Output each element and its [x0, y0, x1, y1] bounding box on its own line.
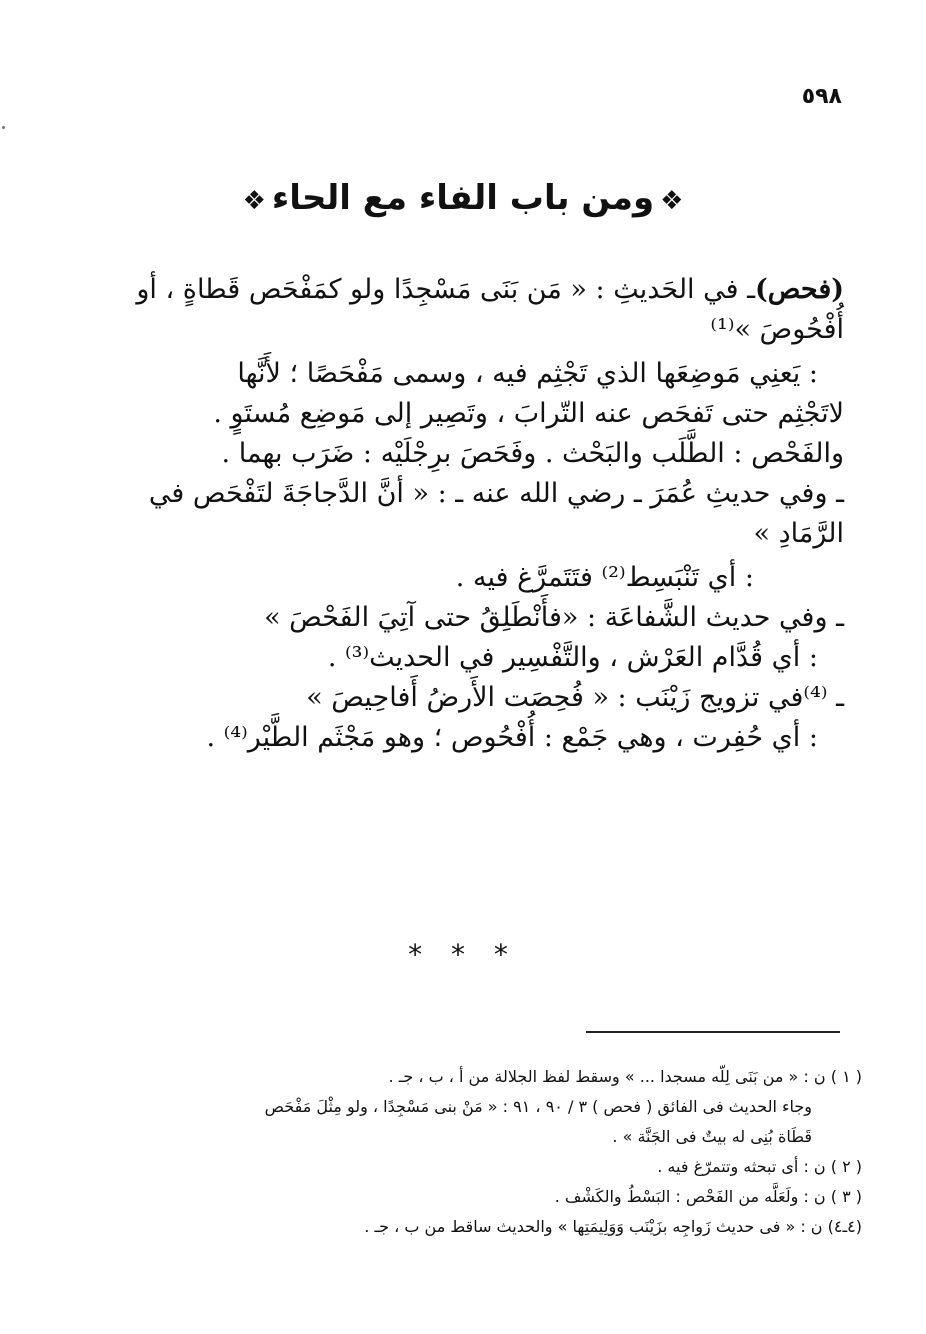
- entry-line: ـ ⁽⁴⁾في تزويج زَيْنَب : « فُحِصَت الأَرضُ أَفاحِيصَ »: [306, 682, 844, 713]
- footnote-line: ( ١ ) ن : « من بَنَى لِلّه مسجدا ... » وسقط لفظ الجلالة من أ ، ب ، جـ .: [388, 1067, 862, 1086]
- entry-line: [96, 270, 844, 310]
- entry-line: : أي حُفِرت ، وهي جَمْع : أُفْحُوص ؛ وهو مَجْثَم الطَّيْر⁽⁴⁾ .: [206, 722, 818, 753]
- entry-line: والفَحْص : الطَّلَب والبَحْث . وفَحَصَ برِجْلَيْه : ضَرَب بهما .: [221, 438, 844, 469]
- entry-line: : أي قُدَّام العَرْش ، والتَّفْسِير في الحديث⁽³⁾ .: [327, 642, 818, 673]
- footnotes: [118, 1062, 862, 1242]
- ornament-icon: ❖: [242, 186, 266, 216]
- footnote-line: قَطَاة بُنِى له بيتٌ فى الجَنَّة » .: [612, 1127, 812, 1146]
- ornament-icon: ❖: [660, 186, 684, 216]
- page-number: ٥٩٨: [801, 84, 842, 109]
- entry-line: أُفْحُوصَ »⁽¹⁾: [710, 314, 844, 345]
- entry-line: : أي تَنْبَسِط⁽²⁾ فتَتَمرَّغ فيه .: [455, 562, 754, 593]
- entry-body: [96, 270, 844, 758]
- chapter-title: [0, 178, 926, 218]
- footnote-line: ( ٣ ) ن : ولَعَلَّه من الفَحْص : البَسْطُ والكَشْف .: [554, 1187, 862, 1206]
- entry-line: لاتَجْثِم حتى تَفحَص عنه التّرابَ ، وتَصِير إلى مَوضِع مُستَوٍ .: [213, 398, 844, 429]
- entry-line: ـ وفي حديث الشَّفاعَة : «فأَنْطَلِقُ حتى آتِيَ الفَحْصَ »: [264, 602, 844, 633]
- footnote-line: وجاء الحديث فى الفائق ( فحص ) ٣ / ٩٠ ، ٩١ : « مَنْ بنى مَسْجِدًا ، ولو مِثْلَ مَفْحَص: [264, 1097, 812, 1116]
- entry-text: ـ في الحَديثِ : « مَن بَنَى مَسْجِدًا ولو كمَفْحَص قَطاةٍ ، أو: [136, 274, 756, 305]
- chapter-title-text: ومن باب الفاء مع الحاء: [271, 178, 655, 218]
- entry-line: : يَعنِي مَوضِعَها الذي تَجْثِم فيه ، وسمى مَفْحَصًا ؛ لأَنَّها: [237, 358, 818, 389]
- entry-headword: (فحص): [755, 274, 844, 305]
- margin-mark: [2, 126, 5, 129]
- entry-line: ـ وفي حديثِ عُمَرَ ـ رضي الله عنه ـ : « أنَّ الدَّجاجَةَ لتَفْحَص في: [148, 478, 844, 509]
- footnote-line: (٤ـ٤) ن : « فى حديث زَواجِه بزَيْنَب وَوَلِيمَتِها » والحديث ساقط من ب ، جـ .: [364, 1217, 862, 1236]
- section-separator: * * *: [408, 938, 518, 971]
- footnote-rule: [586, 1031, 840, 1033]
- footnote-line: ( ٢ ) ن : أى تبحثه وتتمرّغ فيه .: [657, 1157, 862, 1176]
- entry-line: الرَّمَادِ »: [753, 518, 844, 549]
